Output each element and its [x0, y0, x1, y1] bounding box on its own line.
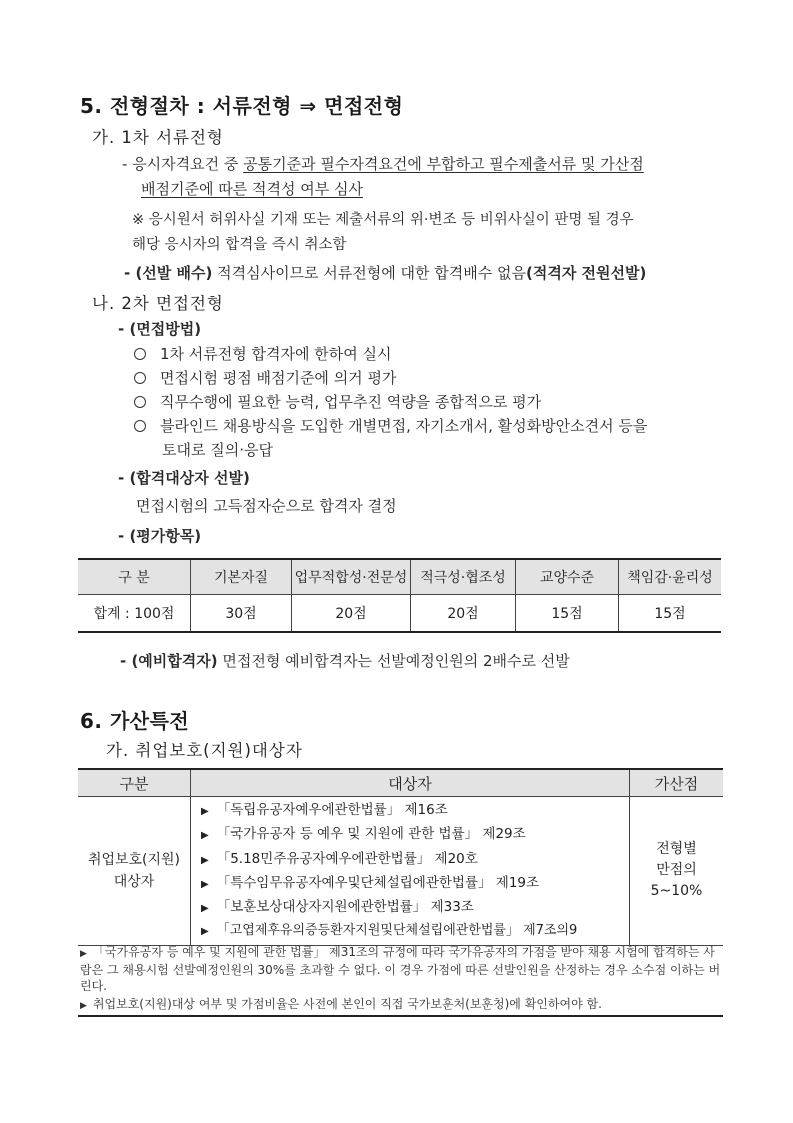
header-cell: 책임감·윤리성 [619, 559, 722, 595]
bonus-table [78, 768, 723, 946]
law-item [191, 847, 629, 871]
reserve-label: - (예비합격자) [120, 652, 218, 670]
bottom-rule [78, 1015, 723, 1017]
table-row [78, 595, 721, 633]
law-text: 「5.18민주유공자예우에관한법률」 제20호 [216, 850, 478, 867]
bonus-subtitle: 가. 취업보호(지원)대상자 [106, 741, 303, 760]
law-item [191, 895, 629, 919]
law-text: 「독립유공자예우에관한법률」 제16조 [216, 802, 448, 818]
section-6-title: 6. 가산특전 [80, 709, 190, 733]
header-cell: 대상자 [191, 769, 630, 797]
triangle-bullet-icon: ▶ [201, 878, 209, 890]
circle-bullet-icon [134, 372, 146, 384]
bonus-note-2 [80, 996, 723, 1014]
law-item [191, 822, 629, 846]
table-cell: 15점 [516, 595, 619, 633]
bullet-text: 면접시험 평점 배점기준에 의거 평가 [160, 369, 397, 387]
triangle-bullet-icon: ▶ [201, 854, 209, 866]
step-1-note-line1: ※ 응시원서 허위사실 기재 또는 제출서류의 위·변조 등 비위사실이 판명 될 경우 [132, 212, 634, 228]
header-cell: 기본자질 [191, 559, 292, 595]
header-cell: 교양수준 [516, 559, 619, 595]
table-cell: 15점 [619, 595, 722, 633]
reserve-text: 면접전형 예비합격자는 선발예정인원의 2배수로 선발 [217, 652, 570, 670]
table-cell: 합계 : 100점 [78, 595, 191, 633]
header-cell: 구분 [78, 769, 191, 797]
method-bullet-4 [134, 415, 647, 436]
method-bullet-3 [134, 391, 541, 412]
laws-cell [191, 797, 630, 946]
triangle-bullet-icon: ▶ [201, 926, 209, 938]
method-bullet-4-cont: 토대로 질의·응답 [162, 441, 273, 459]
triangle-bullet-icon: ▶ [80, 1001, 87, 1011]
header-cell: 적극성·협조성 [411, 559, 516, 595]
table-cell: 20점 [292, 595, 411, 633]
law-item [191, 798, 629, 822]
triangle-bullet-icon: ▶ [80, 949, 87, 959]
selection-bold: (적격자 전원선발) [526, 264, 647, 282]
interview-method-label: - (면접방법) [118, 320, 202, 338]
table-row [78, 797, 723, 946]
selection-text: 적격심사이므로 서류전형에 대한 합격배수 없음 [212, 264, 526, 282]
evaluation-table [78, 558, 721, 633]
note-text: 「국가유공자 등 예우 및 지원에 관한 법률」 제31조의 규정에 따라 국가유공자의 가점을 받아 채용 시험에 합격하는 사람은 그 채용시험 선발예정인원의 30%를 초과할 수 없다. 이 경우 가점에 따른 선발인원을 산정하는 경우 소수점 이하는 버린다. [80, 945, 721, 993]
table-cell: 20점 [411, 595, 516, 633]
circle-bullet-icon [134, 348, 146, 360]
bonus-note-1 [80, 944, 723, 994]
method-bullet-2 [134, 367, 396, 388]
step-1-title: 가. 1차 서류전형 [92, 128, 224, 147]
step-1-criteria-line2: 배점기준에 따른 적격성 여부 심사 [141, 180, 363, 198]
law-text: 「특수임무유공자예우및단체설립에관한법률」 제19조 [216, 874, 540, 891]
triangle-bullet-icon: ▶ [201, 830, 209, 842]
pass-selection-label: - (합격대상자 선발) [118, 469, 250, 487]
note-text: 취업보호(지원)대상 여부 및 가점비율은 사전에 본인이 직접 국가보훈처(보훈청)에 확인하여야 함. [92, 997, 602, 1011]
law-item [191, 919, 629, 943]
triangle-bullet-icon: ▶ [201, 903, 209, 915]
pass-selection-text: 면접시험의 고득점자순으로 합격자 결정 [136, 497, 397, 515]
step-1-selection [124, 262, 646, 283]
eval-items-label: - (평가항목) [118, 527, 202, 545]
law-text: 「국가유공자 등 예우 및 지원에 관한 법률」 제29조 [216, 826, 526, 843]
bonus-cell: 전형별 만점의 5~10% [630, 797, 724, 946]
method-bullet-1 [134, 343, 391, 364]
bullet-text: 직무수행에 필요한 능력, 업무추진 역량을 종합적으로 평가 [160, 393, 542, 411]
reserve-line [120, 650, 570, 671]
criteria-prefix: 응시자격요건 중 [132, 155, 244, 173]
circle-bullet-icon [134, 420, 146, 432]
header-cell: 업무적합성·전문성 [292, 559, 411, 595]
table-cell: 30점 [191, 595, 292, 633]
table-header-row [78, 559, 721, 595]
law-text: 「보훈보상대상자지원에관한법률」 제33조 [216, 899, 474, 916]
table-header-row [78, 769, 723, 797]
bullet-text: 1차 서류전형 합격자에 한하여 실시 [160, 345, 392, 363]
header-cell: 가산점 [630, 769, 724, 797]
selection-label: - (선발 배수) [124, 264, 213, 282]
step-1-criteria-line1 [122, 153, 644, 174]
section-5-title: 5. 전형절차 : 서류전형 ⇒ 면접전형 [80, 94, 404, 118]
header-cell: 구 분 [78, 559, 191, 595]
law-item [191, 871, 629, 895]
step-1-note-line2: 해당 응시자의 합격을 즉시 취소함 [132, 237, 347, 253]
criteria-underlined-1: 공통기준과 필수자격요건에 부합하고 필수제출서류 및 가산점 [243, 155, 644, 173]
triangle-bullet-icon: ▶ [201, 806, 209, 817]
dash: - [122, 155, 133, 173]
bullet-text: 블라인드 채용방식을 도입한 개별면접, 자기소개서, 활성화방안소견서 등을 [160, 417, 648, 435]
category-cell: 취업보호(지원) 대상자 [78, 797, 191, 946]
circle-bullet-icon [134, 396, 146, 408]
step-2-title: 나. 2차 면접전형 [92, 294, 224, 313]
law-text: 「고엽제후유의증등환자지원및단체설립에관한법률」 제7조의9 [216, 923, 578, 939]
